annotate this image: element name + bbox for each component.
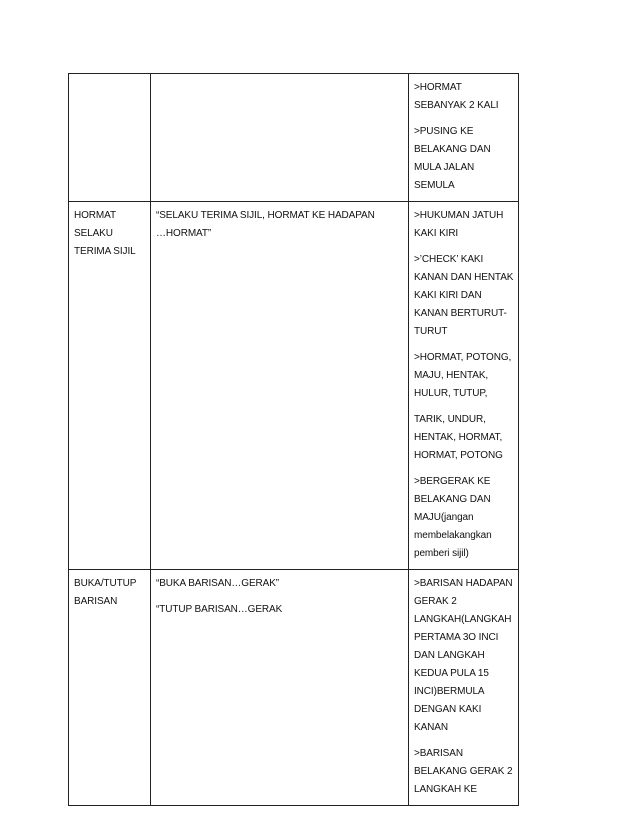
command-cell — [151, 570, 409, 806]
cell-text-line: HENTAK, HORMAT, — [414, 432, 503, 443]
cell-text-line: “TUTUP BARISAN…GERAK — [156, 604, 283, 615]
cell-text-line: >’CHECK’ KAKI — [414, 254, 484, 265]
table-row — [69, 74, 519, 202]
cell-paragraph — [156, 601, 404, 619]
cell-text-line: pemberi sijil) — [414, 548, 469, 559]
cell-text-line: TERIMA SIJIL — [74, 246, 136, 257]
cell-text-line: >PUSING KE — [414, 126, 474, 137]
cell-paragraph — [156, 207, 404, 243]
table-body — [69, 74, 519, 806]
cell-text-line: LANGKAH KE — [414, 784, 477, 795]
command-cell — [151, 202, 409, 570]
action-cell — [409, 74, 519, 202]
cell-text-line: LANGKAH(LANGKAH — [414, 614, 512, 625]
cell-text-line: >HORMAT — [414, 82, 462, 93]
table-row — [69, 570, 519, 806]
procedure-table — [68, 73, 519, 806]
cell-text-line: HORMAT — [74, 210, 116, 221]
cell-text-line: DENGAN KAKI — [414, 704, 482, 715]
item-cell — [69, 202, 151, 570]
cell-paragraph — [414, 473, 514, 563]
cell-paragraph — [156, 575, 404, 593]
cell-text-line: SEBANYAK 2 KALI — [414, 100, 499, 111]
cell-paragraph — [414, 79, 514, 115]
cell-text-line: DAN LANGKAH — [414, 650, 485, 661]
cell-text-line: “SELAKU TERIMA SIJIL, HORMAT KE HADAPAN — [156, 210, 375, 221]
cell-paragraph — [414, 251, 514, 341]
cell-text-line: GERAK 2 — [414, 596, 457, 607]
cell-text-line: …HORMAT” — [156, 228, 212, 239]
cell-text-line: TURUT — [414, 326, 448, 337]
cell-text-line: BELAKANG DAN — [414, 144, 491, 155]
cell-text-line: KAKI KIRI — [414, 228, 459, 239]
cell-text-line: >HORMAT, POTONG, — [414, 352, 512, 363]
cell-text-line: HORMAT, POTONG — [414, 450, 503, 461]
cell-text-line: >BARISAN HADAPAN — [414, 578, 513, 589]
cell-text-line: >BERGERAK KE — [414, 476, 491, 487]
cell-paragraph — [414, 575, 514, 737]
action-cell — [409, 570, 519, 806]
cell-text-line: HULUR, TUTUP, — [414, 388, 488, 399]
cell-paragraph — [414, 349, 514, 403]
cell-text-line: “BUKA BARISAN…GERAK” — [156, 578, 280, 589]
cell-paragraph — [414, 411, 514, 465]
cell-text-line: BUKA/TUTUP — [74, 578, 137, 589]
cell-text-line: KANAN BERTURUT- — [414, 308, 507, 319]
cell-paragraph — [414, 123, 514, 195]
action-cell — [409, 202, 519, 570]
cell-text-line: TARIK, UNDUR, — [414, 414, 486, 425]
cell-text-line: SEMULA — [414, 180, 455, 191]
cell-paragraph — [414, 207, 514, 243]
cell-text-line: SELAKU — [74, 228, 113, 239]
cell-text-line: KANAN — [414, 722, 448, 733]
cell-text-line: MAJU, HENTAK, — [414, 370, 489, 381]
cell-text-line: >BARISAN — [414, 748, 463, 759]
cell-text-line: INCI)BERMULA — [414, 686, 485, 697]
cell-text-line: BELAKANG DAN — [414, 494, 491, 505]
cell-paragraph — [414, 745, 514, 799]
cell-text-line: MULA JALAN — [414, 162, 475, 173]
table-row — [69, 202, 519, 570]
cell-text-line: membelakangkan — [414, 530, 492, 541]
command-cell — [151, 74, 409, 202]
cell-text-line: BELAKANG GERAK 2 — [414, 766, 513, 777]
cell-paragraph — [74, 207, 146, 261]
cell-paragraph — [74, 575, 146, 611]
cell-text-line: PERTAMA 3O INCI — [414, 632, 499, 643]
cell-text-line: KANAN DAN HENTAK — [414, 272, 514, 283]
cell-text-line: MAJU(jangan — [414, 512, 474, 523]
item-cell — [69, 570, 151, 806]
item-cell — [69, 74, 151, 202]
cell-text-line: >HUKUMAN JATUH — [414, 210, 504, 221]
cell-text-line: KAKI KIRI DAN — [414, 290, 482, 301]
cell-text-line: BARISAN — [74, 596, 118, 607]
cell-text-line: KEDUA PULA 15 — [414, 668, 489, 679]
